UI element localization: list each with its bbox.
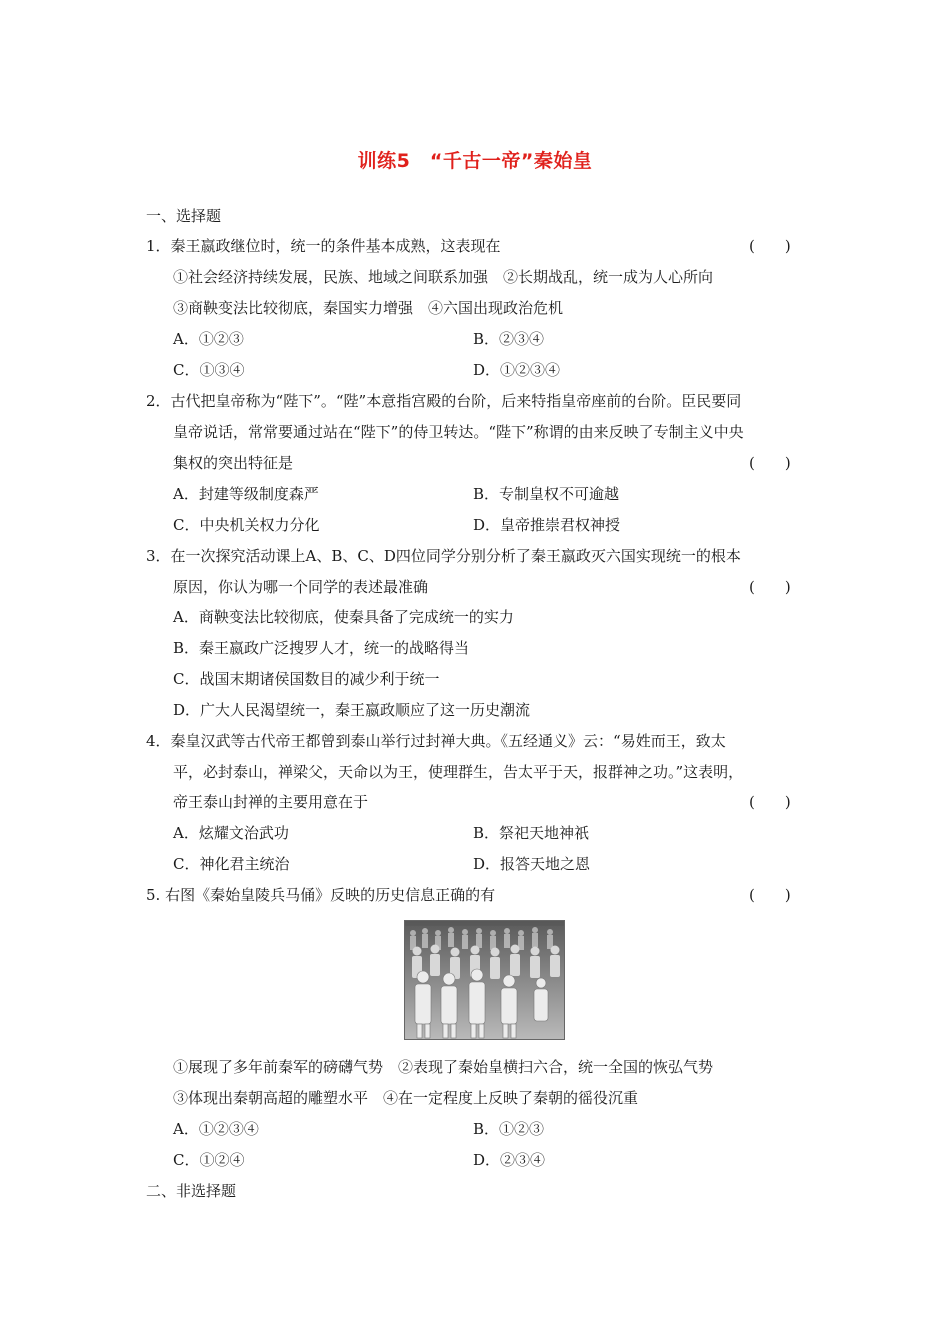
q1-stem: 1．秦王嬴政继位时，统一的条件基本成熟，这表现在 xyxy=(146,237,501,255)
q4-stem-line-3: 帝王泰山封禅的主要用意在于 xyxy=(173,793,369,811)
q5-option-d[interactable]: D．②③④ xyxy=(473,1151,546,1169)
q3-stem-line-2: 原因，你认为哪一个同学的表述最准确 xyxy=(173,578,429,596)
q2-option-d[interactable]: D．皇帝推崇君权神授 xyxy=(473,516,621,534)
section-heading-nonchoice: 二、非选择题 xyxy=(146,1182,237,1200)
q4-option-c[interactable]: C．神化君主统治 xyxy=(173,855,290,873)
q3-option-b[interactable]: B．秦王嬴政广泛搜罗人才，统一的战略得当 xyxy=(173,639,470,657)
q2-stem-line-2: 皇帝说话，常常要通过站在“陛下”的侍卫转达。“陛下”称谓的由来反映了专制主义中央 xyxy=(173,423,744,441)
q1-option-d[interactable]: D．①②③④ xyxy=(473,361,561,379)
q2-option-a[interactable]: A．封建等级制度森严 xyxy=(173,485,319,503)
q5-answer-paren: ( ) xyxy=(749,886,791,904)
q2-stem-line-1: 2．古代把皇帝称为“陛下”。“陛”本意指宫殿的台阶，后来特指皇帝座前的台阶。臣民要同 xyxy=(146,392,742,410)
q2-stem-line-3: 集权的突出特征是 xyxy=(173,454,294,472)
q1-statement-1: ①社会经济持续发展，民族、地域之间联系加强 ②长期战乱，统一成为人心所向 xyxy=(173,268,714,286)
q5-stem: 5. 右图《秦始皇陵兵马俑》反映的历史信息正确的有 xyxy=(146,886,496,904)
q5-option-a[interactable]: A．①②③④ xyxy=(173,1120,259,1138)
terracotta-army-photo xyxy=(404,920,565,1040)
q3-answer-paren: ( ) xyxy=(749,578,791,596)
q3-stem-line-1: 3．在一次探究活动课上A、B、C、D四位同学分别分析了秦王嬴政灭六国实现统一的根本 xyxy=(146,547,741,565)
q5-statement-2: ③体现出秦朝高超的雕塑水平 ④在一定程度上反映了秦朝的徭役沉重 xyxy=(173,1089,639,1107)
q1-option-b[interactable]: B．②③④ xyxy=(473,330,545,348)
q1-answer-paren: ( ) xyxy=(749,237,791,255)
q4-option-d[interactable]: D．报答天地之恩 xyxy=(473,855,591,873)
q5-option-c[interactable]: C．①②④ xyxy=(173,1151,245,1169)
q3-option-d[interactable]: D．广大人民渴望统一，秦王嬴政顺应了这一历史潮流 xyxy=(173,701,531,719)
q3-option-a[interactable]: A．商鞅变法比较彻底，使秦具备了完成统一的实力 xyxy=(173,608,514,626)
q4-option-b[interactable]: B．祭祀天地神祇 xyxy=(473,824,590,842)
q2-option-c[interactable]: C．中央机关权力分化 xyxy=(173,516,320,534)
q1-option-a[interactable]: A．①②③ xyxy=(173,330,244,348)
q5-option-b[interactable]: B．①②③ xyxy=(473,1120,545,1138)
q2-answer-paren: ( ) xyxy=(749,454,791,472)
q4-stem-line-1: 4．秦皇汉武等古代帝王都曾到泰山举行过封禅大典。《五经通义》云：“易姓而王，致太 xyxy=(146,732,726,750)
q4-stem-line-2: 平，必封泰山，禅梁父，天命以为王，使理群生，告太平于天，报群神之功。”这表明， xyxy=(173,763,744,781)
page-title: 训练5 “千古一帝”秦始皇 xyxy=(357,150,593,172)
q5-statement-1: ①展现了多年前秦军的磅礴气势 ②表现了秦始皇横扫六合，统一全国的恢弘气势 xyxy=(173,1058,714,1076)
q2-option-b[interactable]: B．专制皇权不可逾越 xyxy=(473,485,620,503)
q4-option-a[interactable]: A．炫耀文治武功 xyxy=(173,824,289,842)
q3-option-c[interactable]: C．战国末期诸侯国数目的减少利于统一 xyxy=(173,670,440,688)
q1-statement-2: ③商鞅变法比较彻底，秦国实力增强 ④六国出现政治危机 xyxy=(173,299,564,317)
q4-answer-paren: ( ) xyxy=(749,793,791,811)
section-heading-choice: 一、选择题 xyxy=(146,207,222,225)
q1-option-c[interactable]: C．①③④ xyxy=(173,361,245,379)
